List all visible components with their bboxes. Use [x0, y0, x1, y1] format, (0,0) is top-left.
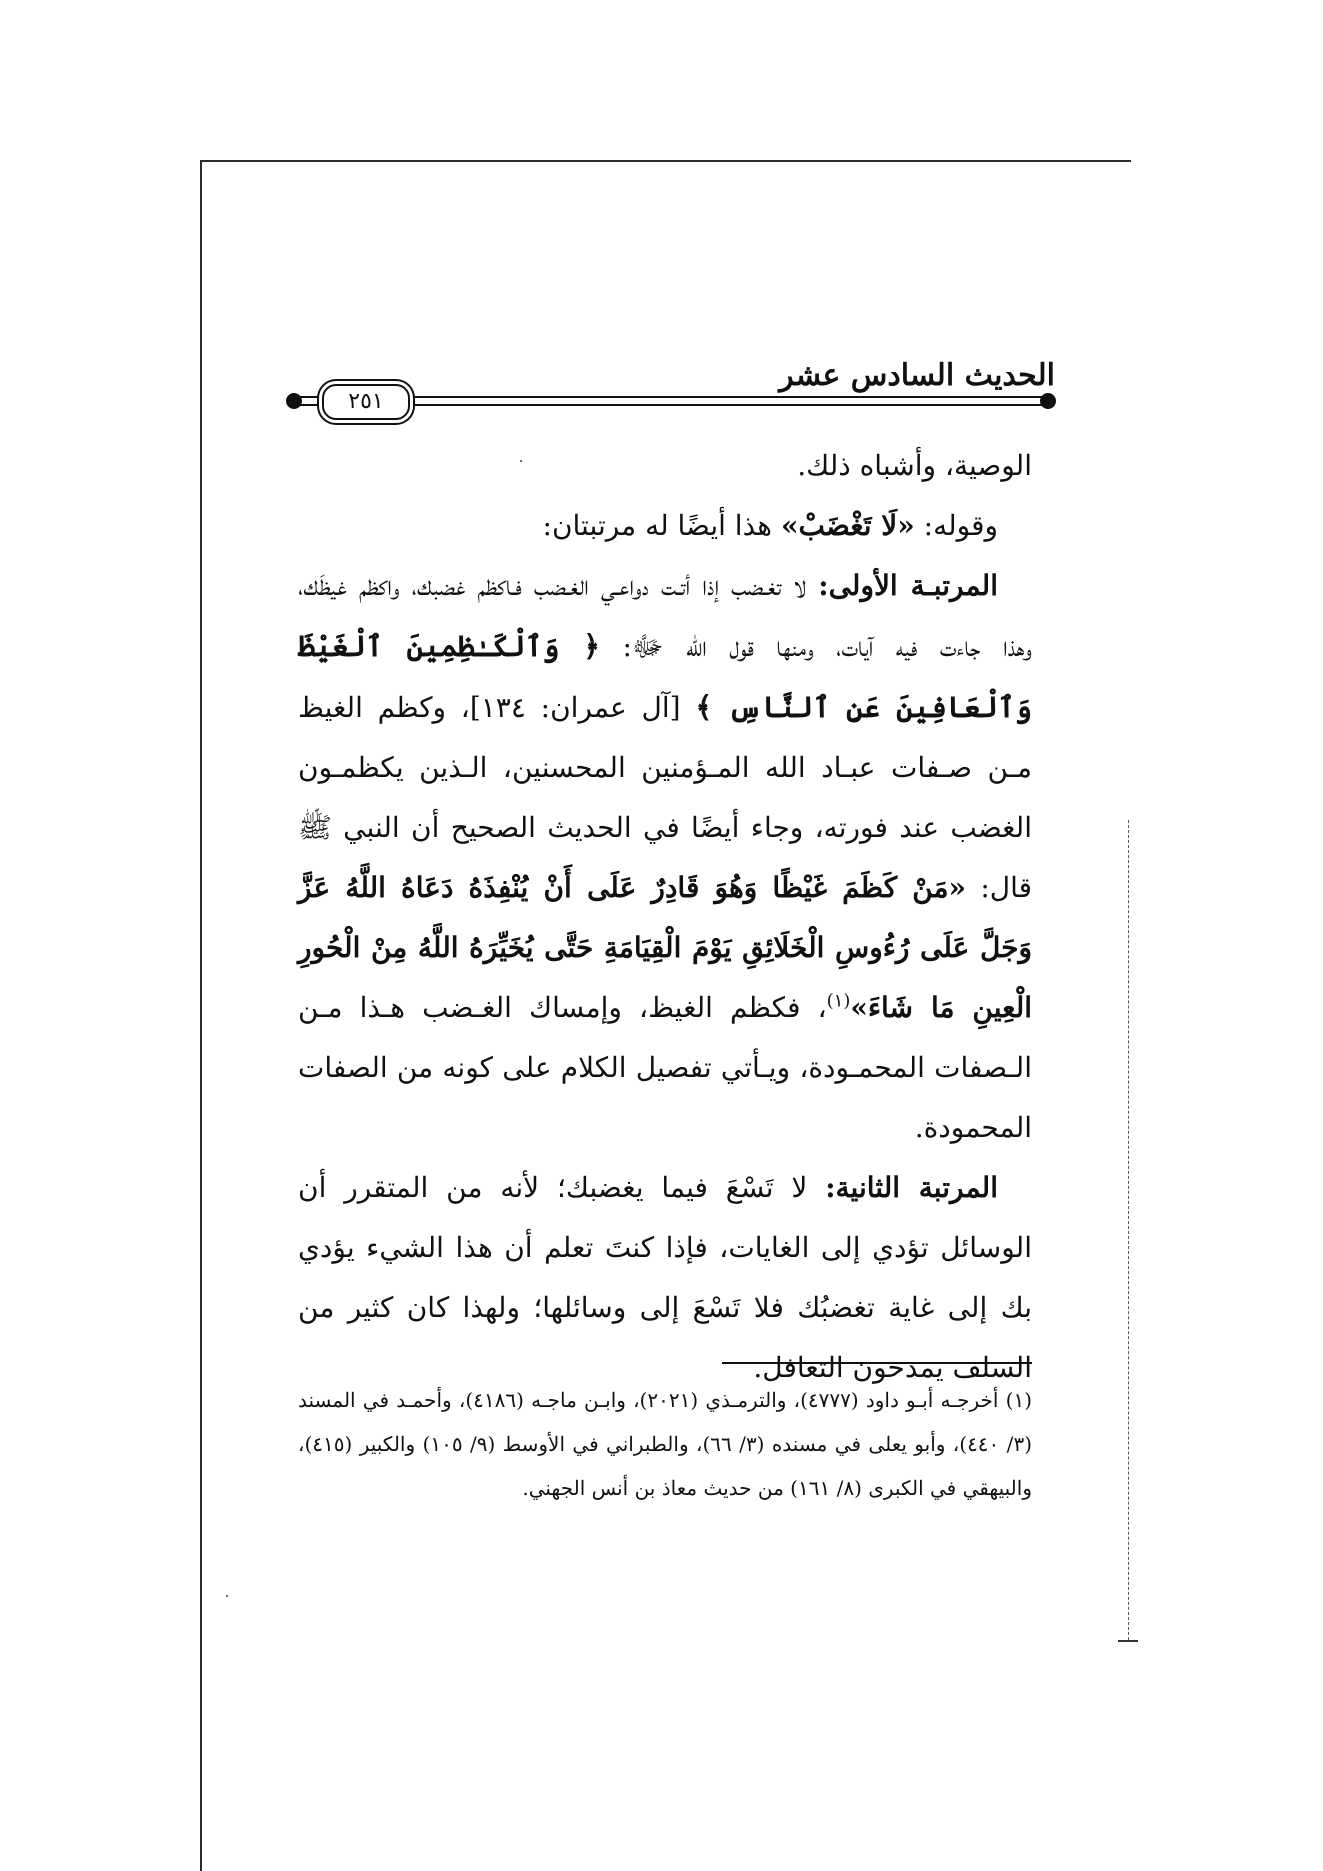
section-label: المرتبة الثانية: [825, 1171, 998, 1204]
text-span: لا تغـضب إذا أتـت دواعـي الغـضب فـاكظم غضبك، واكظم غيظَك، وهذا جاءت فيه آيات، ومنها قول الله ﷻ: [298, 569, 1033, 663]
scan-border-right [1128, 820, 1129, 1640]
page-number: ٢٥١ [322, 384, 410, 420]
text-span: لا تَسْعَ فيما يغضبك؛ لأنه من المتقرر أن الوسائل تؤدي إلى الغايات، فإذا كنتَ تعلم أن هذا الشيء يؤدي بك إلى غاية تغضبُك فلا تَسْعَ إلى وسائلها؛ ولهذا كان كثير من السلف يمدحون التغافل. [298, 1171, 1032, 1384]
paragraph [298, 496, 1032, 556]
stray-dot [226, 1595, 228, 1597]
main-text [298, 436, 1032, 1398]
text-span: الوصية، وأشباه ذلك. [797, 449, 1032, 482]
scan-border-left [200, 160, 202, 1871]
header-ornament-right [1040, 393, 1056, 409]
scan-tick-right [1118, 1640, 1138, 1642]
text-span: وقوله: [914, 509, 998, 542]
footnotes [298, 1378, 1032, 1510]
hadith-quote: «لَا تَغْضَبْ» [780, 509, 915, 542]
footnote: (١) أخرجـه أبـو داود (٤٧٧٧)، والترمـذي (٢٠٢١)، وابـن ماجـه (٤١٨٦)، وأحمـد في المسند (٣/ ٤٤٠)، وأبو يعلى في مسنده (٣/ ٦٦)، والطبراني في الأوسط (٩/ ١٠٥) والكبير (٤١٥)، والبيهقي في الكبرى (٨/ ١٦١) من حديث معاذ بن أنس الجهني. [298, 1388, 1033, 1500]
footnote-marker: (١) [826, 990, 851, 1012]
footnote-rule [722, 1362, 1032, 1364]
text-span: ، فكظم الغيظ، وإمساك الغـضب هـذا مـن الـصفات المحمـودة، ويـأتي تفصيل الكلام على كونه من الصفات المحمودة. [298, 991, 1032, 1144]
section-label: المرتبـة الأولى: [818, 569, 998, 602]
running-title: الحديث السادس عشر [779, 358, 1055, 393]
hadith-quote: «مَنْ كَظَمَ غَيْظًا وَهُوَ قَادِرٌ عَلَى أَنْ يُنْفِذَهُ دَعَاهُ اللَّهُ عَزَّ وَجَلَّ عَلَى رُءُوسِ الْخَلَائِقِ يَوْمَ الْقِيَامَةِ حَتَّى يُخَيِّرَهُ اللَّهُ مِنْ الْحُورِ الْعِينِ مَا شَاءَ» [298, 871, 1033, 1024]
paragraph [298, 556, 1032, 1158]
header-rule [300, 396, 1052, 406]
text-span: [آل عمران: ١٣٤]، وكظم الغيظ مـن صـفات عبـاد الله المـؤمنين المحسنين، الـذين يكظمـون الغضب عند فورته، وجاء أيضًا في الحديث الصحيح أن النبي ﷺ قال: [298, 691, 1033, 904]
scan-border-top [200, 160, 1131, 162]
text-span: هذا أيضًا له مرتبتان: [542, 509, 781, 542]
quran-verse: ﴿ وَٱلْكَـٰظِمِينَ ٱلْغَيْظَ وَٱلْعَافِينَ عَنِ ٱلنَّاسِ ﴾ [298, 629, 1033, 724]
paragraph [298, 436, 1032, 496]
header-ornament-left [286, 393, 302, 409]
